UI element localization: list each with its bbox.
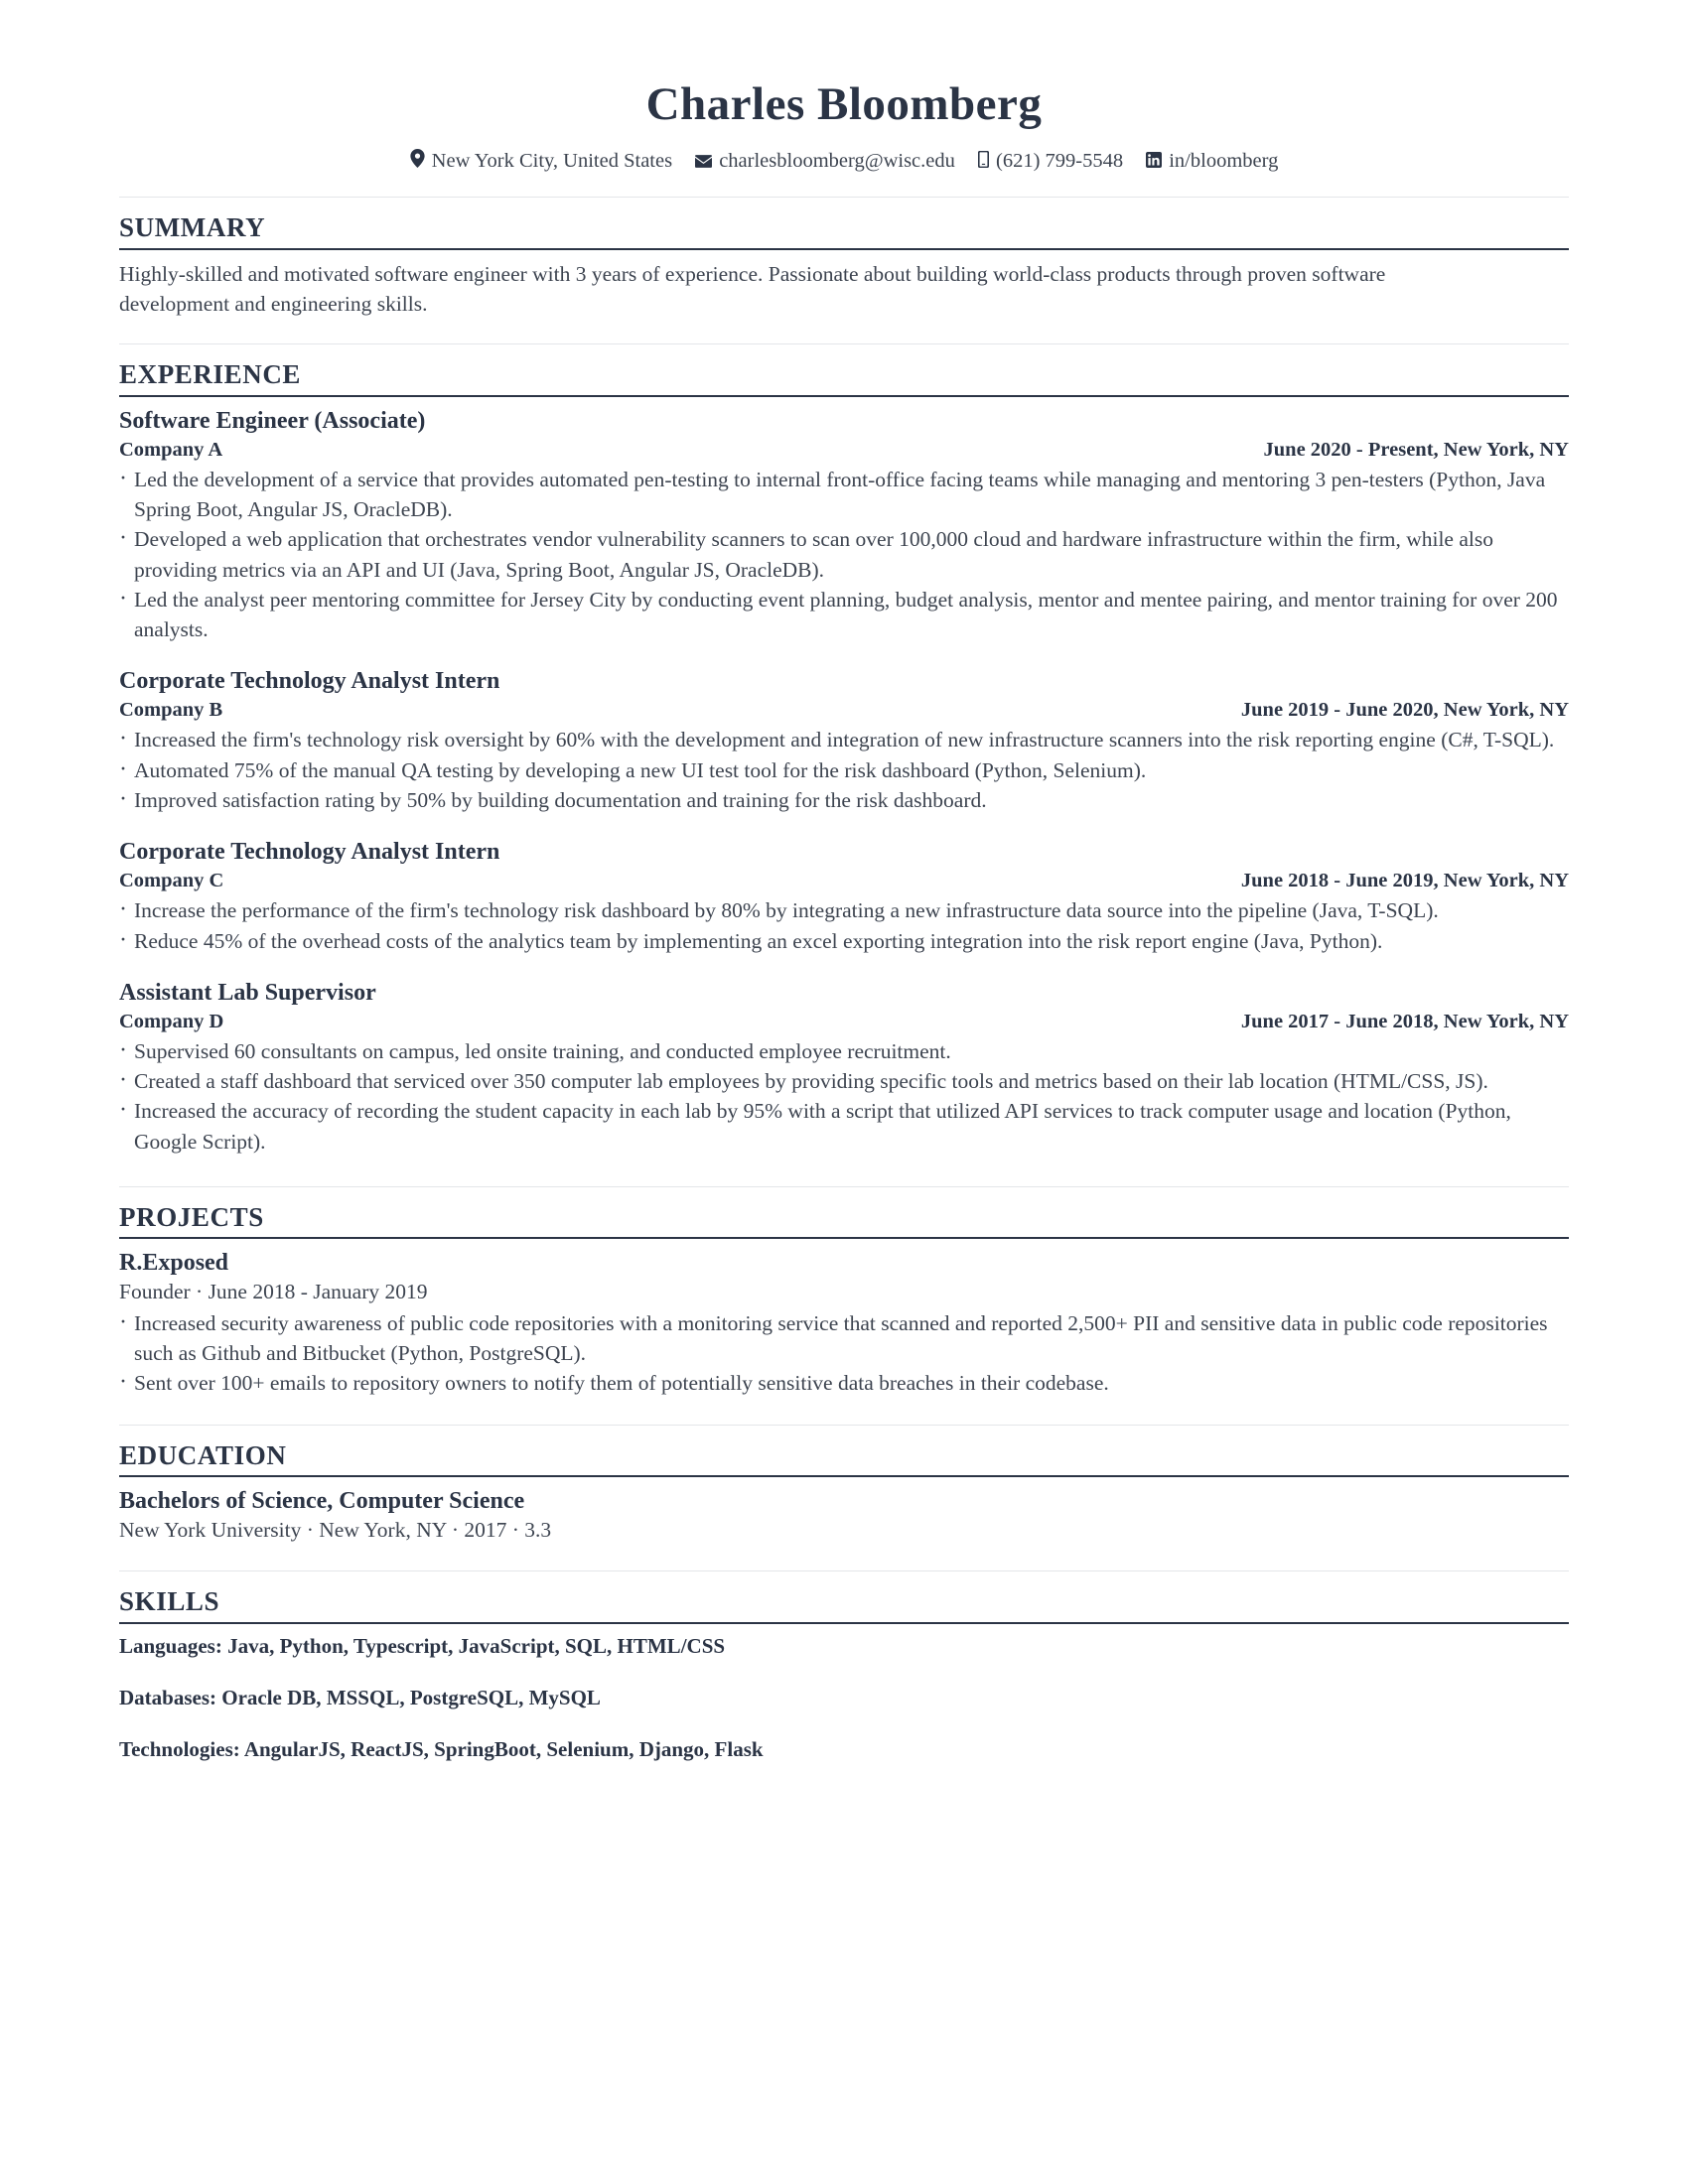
bullet: · Led the development of a service that provides automated pen-testing to internal front-office facing teams while managing and mentoring 3 pen-testers (Python, Java Spring Boot, Angular JS, OracleDB). [119, 465, 1569, 524]
experience-entry [119, 837, 1569, 956]
contact-phone[interactable] [978, 149, 1123, 173]
education-degree: Bachelors of Science, Computer Science [119, 1488, 525, 1515]
job-company: Company A [119, 438, 223, 461]
bullet: · Supervised 60 consultants on campus, led onsite training, and conducted employee recruitment. [119, 1036, 1569, 1066]
job-title: Corporate Technology Analyst Intern [119, 667, 500, 694]
job-date-location: June 2018 - June 2019, New York, NY [1240, 869, 1569, 891]
job-title: Corporate Technology Analyst Intern [119, 838, 500, 865]
envelope-icon [695, 155, 712, 168]
job-meta [119, 1009, 1569, 1035]
bullet: · Developed a web application that orchestrates vendor vulnerability scanners to scan over 100,000 cloud and hardware infrastructure within the firm, while also providing metrics via an API and UI (Java, Spring Boot, Angular JS, OracleDB). [119, 524, 1569, 584]
section-title-projects: PROJECTS [119, 1201, 264, 1232]
experience-entry [119, 406, 1569, 644]
divider [119, 343, 1569, 344]
bullet: · Increased security awareness of public code repositories with a monitoring service that scanned and reported 2,500+ PII and sensitive data in public code repositories such as Github and Bitbucket (Python, PostgreSQL). [119, 1308, 1569, 1368]
divider [119, 1570, 1569, 1571]
job-company: Company D [119, 1010, 224, 1032]
job-date-location: June 2019 - June 2020, New York, NY [1240, 698, 1569, 721]
bullet: · Reduce 45% of the overhead costs of the analytics team by implementing an excel exporting integration into the risk report engine (Java, Python). [119, 926, 1569, 956]
section-summary [119, 213, 1569, 320]
job-bullets [119, 725, 1569, 814]
divider [119, 1186, 1569, 1187]
project-role-dates: Founder · June 2018 - January 2019 [119, 1280, 428, 1304]
bullet: · Increased the firm's technology risk oversight by 60% with the development and integration of new infrastructure scanners into the risk reporting engine (C#, T-SQL). [119, 725, 1569, 754]
bullet: · Led the analyst peer mentoring committee for Jersey City by conducting event planning, budget analysis, mentor and mentee pairing, and mentor training for over 200 analysts. [119, 585, 1569, 644]
section-education [119, 1441, 1569, 1546]
job-bullets [119, 1036, 1569, 1156]
divider [119, 1425, 1569, 1426]
summary-text: Highly-skilled and motivated software engineer with 3 years of experience. Passionate about building world-class products through proven software development and engineering skills. [119, 261, 1386, 317]
bullet: · Created a staff dashboard that serviced over 350 computer lab employees by providing specific tools and metrics based on their lab location (HTML/CSS, JS). [119, 1066, 1569, 1096]
job-meta [119, 697, 1569, 724]
contact-linkedin-text: in/bloomberg [1169, 150, 1279, 173]
job-bullets [119, 895, 1569, 955]
contact-email-text: charlesbloomberg@wisc.edu [719, 150, 955, 173]
skill-row-languages: Languages: Java, Python, Typescript, JavaScript, SQL, HTML/CSS [119, 1633, 726, 1658]
section-rule [119, 1237, 1569, 1239]
section-skills [119, 1587, 1569, 1764]
section-rule [119, 1622, 1569, 1624]
divider [119, 197, 1569, 198]
bullet: · Automated 75% of the manual QA testing by developing a new UI test tool for the risk dashboard (Python, Selenium). [119, 755, 1569, 785]
contact-location [410, 149, 672, 173]
bullet: · Improved satisfaction rating by 50% by building documentation and training for the risk dashboard. [119, 785, 1569, 815]
job-title: Software Engineer (Associate) [119, 407, 426, 434]
education-entry [119, 1486, 1569, 1545]
candidate-name: Charles Bloomberg [645, 78, 1043, 130]
contact-phone-text: (621) 799-5548 [996, 150, 1124, 173]
skill-row-technologies: Technologies: AngularJS, ReactJS, SpringBoot, Selenium, Django, Flask [119, 1737, 764, 1762]
section-rule [119, 395, 1569, 397]
job-company: Company C [119, 869, 224, 891]
job-date-location: June 2020 - Present, New York, NY [1263, 438, 1569, 461]
project-name: R.Exposed [119, 1250, 229, 1277]
bullet: · Increase the performance of the firm's technology risk dashboard by 80% by integrating a new infrastructure data source into the pipeline (Java, T-SQL). [119, 895, 1569, 925]
contact-email[interactable] [695, 149, 955, 173]
mobile-phone-icon [978, 151, 989, 168]
section-title-skills: SKILLS [119, 1586, 220, 1617]
experience-entry [119, 978, 1569, 1157]
job-date-location: June 2017 - June 2018, New York, NY [1240, 1010, 1569, 1032]
job-meta [119, 437, 1569, 464]
contact-linkedin[interactable] [1146, 149, 1278, 173]
experience-entry [119, 666, 1569, 815]
education-details: New York University · New York, NY · 2017 · 3.3 [119, 1518, 552, 1543]
bullet: · Sent over 100+ emails to repository owners to notify them of potentially sensitive data breaches in their codebase. [119, 1368, 1569, 1398]
contact-line [119, 149, 1569, 173]
project-entry [119, 1248, 1569, 1398]
section-rule [119, 248, 1569, 250]
job-meta [119, 868, 1569, 894]
project-bullets [119, 1308, 1569, 1398]
job-title: Assistant Lab Supervisor [119, 979, 376, 1006]
section-rule [119, 1475, 1569, 1477]
location-pin-icon [410, 149, 425, 168]
bullet: · Increased the accuracy of recording the student capacity in each lab by 95% with a script that utilized API services to track computer usage and location (Python, Google Script). [119, 1096, 1569, 1156]
section-title-summary: SUMMARY [119, 212, 266, 243]
resume-header [119, 77, 1569, 173]
linkedin-icon [1146, 152, 1162, 168]
job-company: Company B [119, 698, 223, 721]
section-title-experience: EXPERIENCE [119, 358, 302, 389]
section-projects [119, 1203, 1569, 1399]
job-bullets [119, 465, 1569, 644]
contact-location-text: New York City, United States [431, 150, 673, 173]
skill-row-databases: Databases: Oracle DB, MSSQL, PostgreSQL, MySQL [119, 1686, 601, 1710]
section-title-education: EDUCATION [119, 1439, 287, 1470]
section-experience [119, 360, 1569, 1157]
